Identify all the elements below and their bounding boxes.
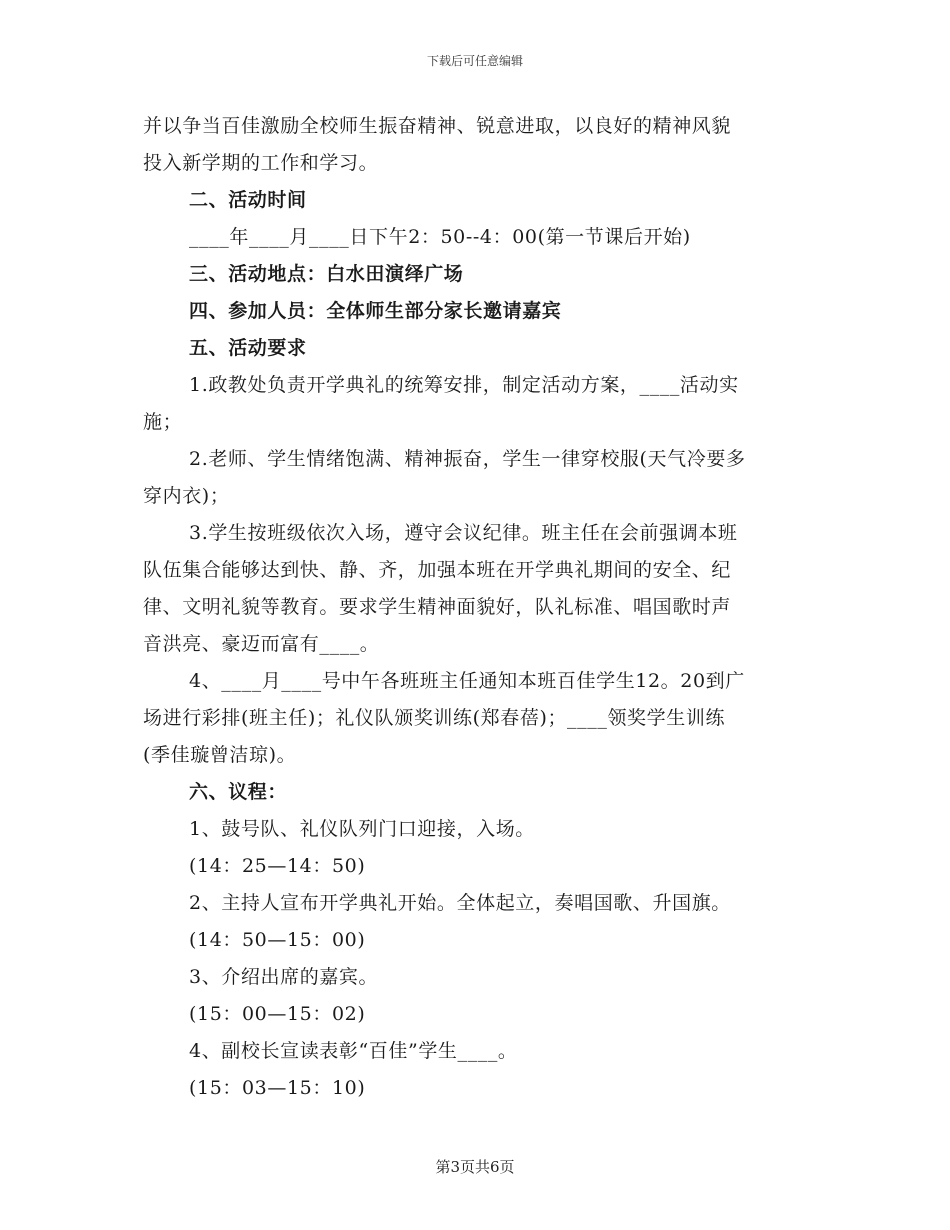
text-line: 2.老师、学生情绪饱满、精神振奋，学生一律穿校服(天气冷要多	[189, 448, 746, 470]
text-line: ____年____月____日下午2：50--4：00(第一节课后开始)	[189, 226, 691, 248]
text-line: (季佳璇曾洁琼)。	[143, 744, 297, 766]
text-line: 队伍集合能够达到快、静、齐，加强本班在开学典礼期间的安全、纪	[143, 559, 732, 581]
page-number: 第3页共6页	[435, 1158, 515, 1176]
text-line: 4、____月____号中午各班班主任通知本班百佳学生12。20到广	[189, 670, 745, 692]
text-line: 三、活动地点：白水田演绎广场	[189, 263, 464, 285]
text-line: 4、副校长宣读表彰“百佳”学生____。	[189, 1040, 518, 1062]
text-line: 施；	[143, 411, 183, 433]
text-line: 2、主持人宣布开学典礼开始。全体起立，奏唱国歌、升国旗。	[189, 892, 731, 914]
text-line: 穿内衣)；	[143, 485, 230, 507]
text-line: 1.政教处负责开学典礼的统筹安排，制定活动方案，____活动实	[189, 374, 739, 396]
text-line: 3.学生按班级依次入场，遵守会议纪律。班主任在会前强调本班	[189, 522, 738, 544]
page-header-note: 下载后可任意编辑	[426, 54, 523, 68]
text-line: 六、议程：	[189, 781, 288, 803]
text-line: 音洪亮、豪迈而富有____。	[143, 633, 380, 655]
text-line: (15：00—15：02)	[189, 1003, 366, 1025]
text-line: 并以争当百佳激励全校师生振奋精神、锐意进取，以良好的精神风貌	[143, 115, 732, 137]
text-line: (15：03—15：10)	[189, 1077, 366, 1099]
text-line: 律、文明礼貌等教育。要求学生精神面貌好，队礼标准、唱国歌时声	[143, 596, 732, 618]
text-line: 投入新学期的工作和学习。	[143, 152, 379, 174]
text-line: 五、活动要求	[189, 337, 307, 359]
document-body	[143, 108, 808, 1107]
text-line: 3、介绍出席的嘉宾。	[189, 966, 379, 988]
text-line: 场进行彩排(班主任)；礼仪队颁奖训练(郑春蓓)；____领奖学生训练	[143, 707, 726, 729]
text-line: 四、参加人员：全体师生部分家长邀请嘉宾	[189, 300, 562, 322]
text-line: (14：25—14：50)	[189, 855, 366, 877]
text-line: 二、活动时间	[189, 189, 307, 211]
text-line: 1、鼓号队、礼仪队列门口迎接，入场。	[189, 818, 535, 840]
text-line: (14：50—15：00)	[189, 929, 366, 951]
